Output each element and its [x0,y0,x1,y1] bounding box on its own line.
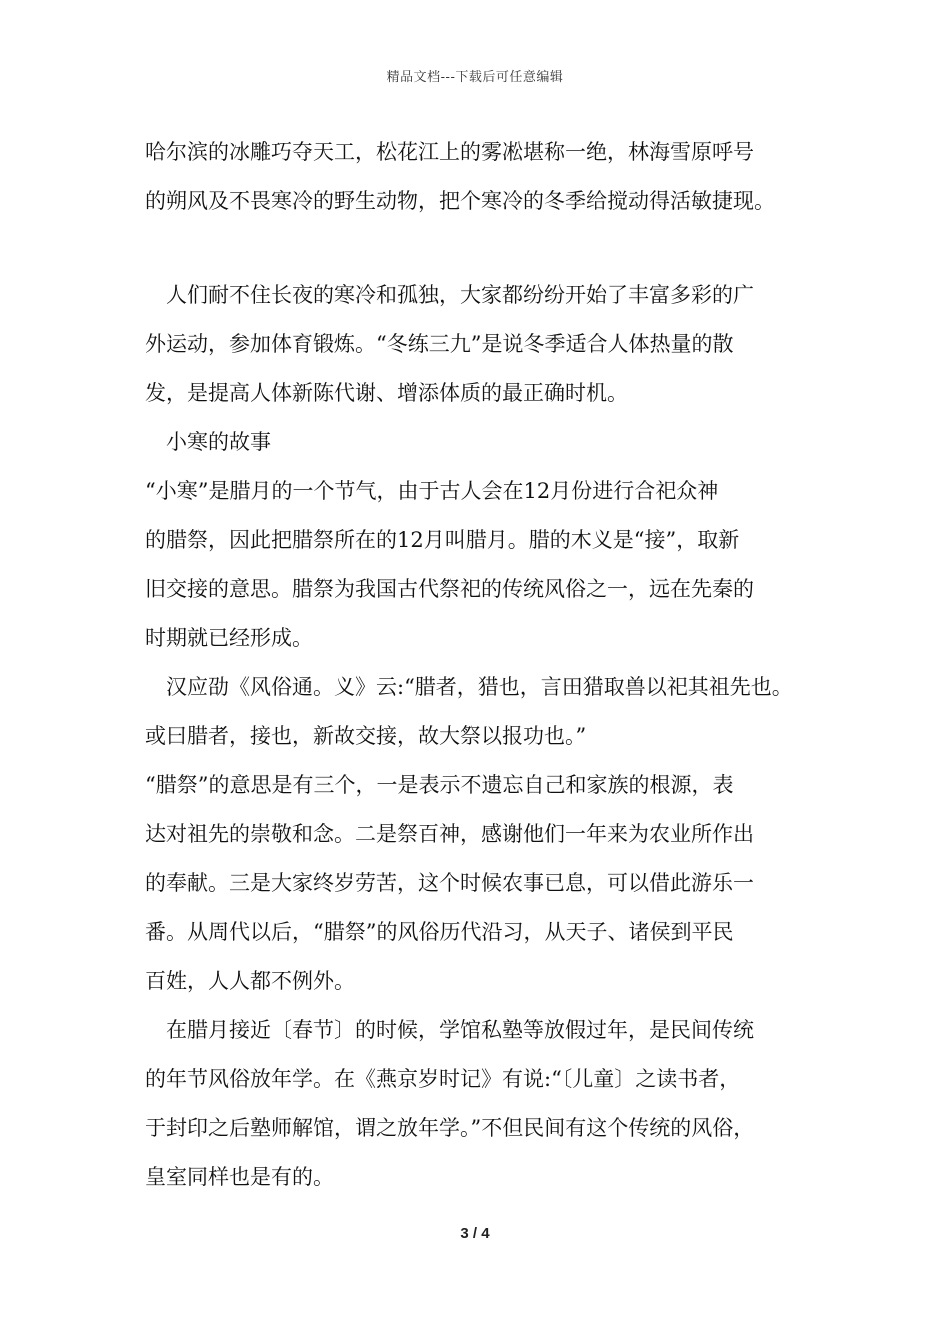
text-line: 在腊月接近〔春节〕的时候，学馆私塾等放假过年，是民间传统 [145,1018,754,1042]
text-line: “腊祭”的意思是有三个，一是表示不遗忘自己和家族的根源，表 [145,773,734,797]
text-line: 时期就已经形成。 [145,626,313,650]
text-line: 的奉献。三是大家终岁劳苦，这个时候农事已息，可以借此游乐一 [145,871,754,895]
text-line: “小寒”是腊月的一个节气，由于古人会在12月份进行合祀众神 [145,479,719,503]
text-line: 于封印之后塾师解馆，谓之放年学。”不但民间有这个传统的风俗， [145,1116,755,1140]
text-line: 达对祖先的崇敬和念。二是祭百神，感谢他们一年来为农业所作出 [145,822,754,846]
text-line: 百姓，人人都不例外。 [145,969,355,993]
text-line: 的腊祭，因此把腊祭所在的12月叫腊月。腊的木义是“接”，取新 [145,528,740,552]
page-number: 3 / 4 [460,1225,490,1242]
page-header: 精品文档---下载后可任意编辑 [386,70,564,85]
text-line: 汉应劭《风俗通。义》云:“腊者，猎也，言田猎取兽以祀其祖先也。 [145,675,793,699]
section-heading: 小寒的故事 [145,430,271,454]
text-line: 发，是提高人体新陈代谢、增添体质的最正确时机。 [145,381,628,405]
paragraph-gap [145,226,825,271]
text-line: 皇室同样也是有的。 [145,1165,334,1189]
text-line: 人们耐不住长夜的寒冷和孤独，大家都纷纷开始了丰富多彩的广 [145,283,754,307]
text-line: 旧交接的意思。腊祭为我国古代祭祀的传统风俗之一，远在先秦的 [145,577,754,601]
document-body [145,128,825,1202]
text-line: 番。从周代以后，“腊祭”的风俗历代沿习，从天子、诸侯到平民 [145,920,734,944]
text-line: 的朔风及不畏寒冷的野生动物，把个寒冷的冬季给搅动得活敏捷现。 [145,189,775,213]
text-line: 或曰腊者，接也，新故交接，故大祭以报功也。” [145,724,587,748]
text-line: 哈尔滨的冰雕巧夺天工，松花江上的雾凇堪称一绝，林海雪原呼号 [145,140,754,164]
text-line: 的年节风俗放年学。在《燕京岁时记》有说:“〔儿童〕之读书者， [145,1067,741,1091]
text-line: 外运动，参加体育锻炼。“冬练三九”是说冬季适合人体热量的散 [145,332,734,356]
